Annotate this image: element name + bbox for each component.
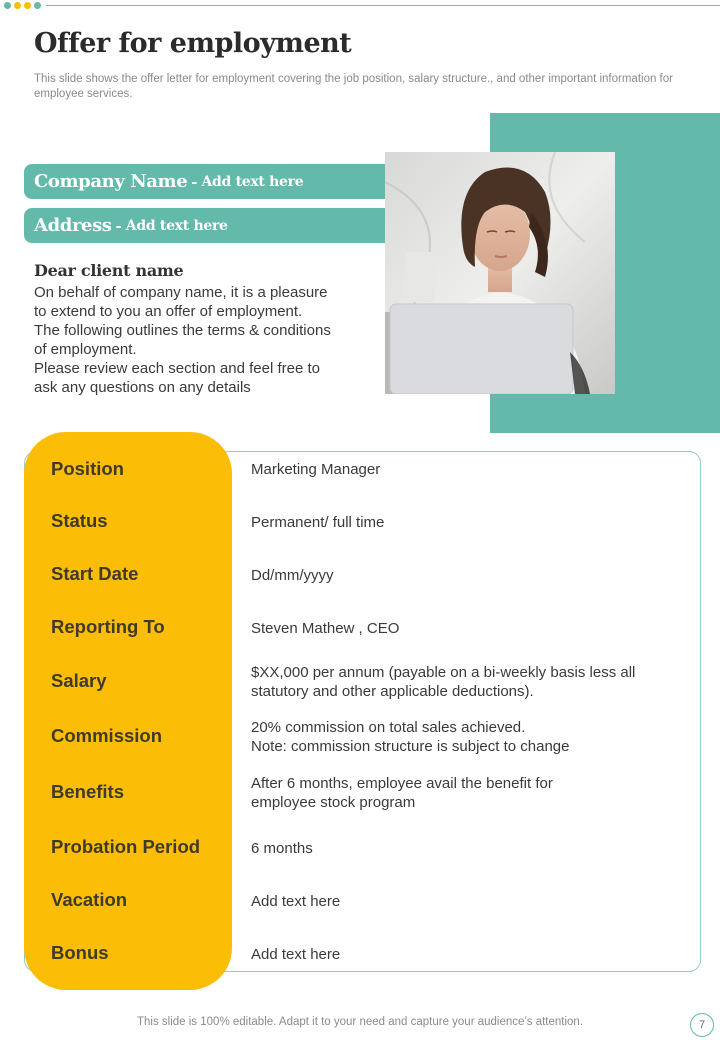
page-title: Offer for employment: [34, 28, 352, 59]
term-value-status: [251, 500, 691, 544]
term-value-line: Steven Mathew , CEO: [251, 619, 400, 637]
term-label-reporting-to: Reporting To: [51, 616, 165, 637]
dot-1: [4, 2, 11, 9]
term-value-benefits: [251, 771, 691, 815]
address-separator: -: [115, 216, 122, 235]
term-value-line: Marketing Manager: [251, 460, 381, 478]
term-value-line: 6 months: [251, 839, 313, 857]
letter-body: [34, 283, 364, 397]
top-decoration-dots: [4, 2, 41, 10]
term-label-start-date: Start Date: [51, 563, 139, 584]
term-label-bonus: Bonus: [51, 942, 109, 963]
company-name-banner: [24, 164, 390, 199]
term-value-vacation: [251, 879, 691, 923]
term-value-line: Add text here: [251, 892, 341, 910]
term-value-salary: [251, 660, 691, 704]
address-banner: [24, 208, 390, 243]
letter-line: to extend to you an offer of employment.: [34, 303, 303, 320]
term-label-salary: Salary: [51, 670, 107, 691]
letter-line: Please review each section and feel free to: [34, 360, 321, 377]
dot-3: [24, 2, 31, 9]
term-value-line: Permanent/ full time: [251, 513, 385, 531]
term-value-line: After 6 months, employee avail the benefit for: [251, 775, 553, 792]
dot-2: [14, 2, 21, 9]
term-label-probation-period: Probation Period: [51, 836, 201, 857]
term-value-line: 20% commission on total sales achieved.: [251, 719, 526, 736]
company-name-separator: -: [191, 172, 198, 191]
term-label-vacation: Vacation: [51, 889, 128, 910]
term-value-line: Note: commission structure is subject to change: [251, 738, 570, 755]
term-value-commission: [251, 715, 691, 759]
letter-line: The following outlines the terms & conditions: [34, 322, 331, 339]
company-name-value: Add text here: [201, 173, 304, 190]
term-value-start-date: [251, 553, 691, 597]
letter-line: On behalf of company name, it is a pleasure: [34, 284, 328, 301]
woman-with-laptop-photo: [385, 152, 615, 394]
term-value-line: statutory and other applicable deductions).: [251, 683, 534, 700]
term-value-probation-period: [251, 826, 691, 870]
term-label-status: Status: [51, 510, 108, 531]
term-value-position: [251, 447, 691, 491]
address-label: Address: [34, 215, 112, 236]
greeting: Dear client name: [34, 261, 184, 280]
page-number: 7: [690, 1013, 714, 1037]
term-value-line: $XX,000 per annum (payable on a bi-weekly basis less all: [251, 664, 636, 681]
footer-note: This slide is 100% editable. Adapt it to your need and capture your audience’s attention.: [136, 1016, 584, 1028]
letter-line: ask any questions on any details: [34, 379, 251, 396]
page-subtitle: This slide shows the offer letter for employment covering the job position, salary structure., and other important information for employee services.: [34, 73, 673, 100]
letter-line: of employment.: [34, 341, 137, 358]
dot-4: [34, 2, 41, 9]
address-value: Add text here: [125, 217, 228, 234]
term-label-benefits: Benefits: [51, 781, 124, 802]
company-name-label: Company Name: [34, 171, 188, 192]
term-value-line: employee stock program: [251, 794, 416, 811]
term-label-commission: Commission: [51, 725, 163, 746]
term-value-reporting-to: [251, 606, 691, 650]
term-value-line: Dd/mm/yyyy: [251, 566, 334, 584]
term-value-bonus: [251, 932, 691, 976]
top-divider-line: [46, 5, 720, 6]
term-label-position: Position: [51, 458, 124, 479]
term-value-line: Add text here: [251, 945, 341, 963]
